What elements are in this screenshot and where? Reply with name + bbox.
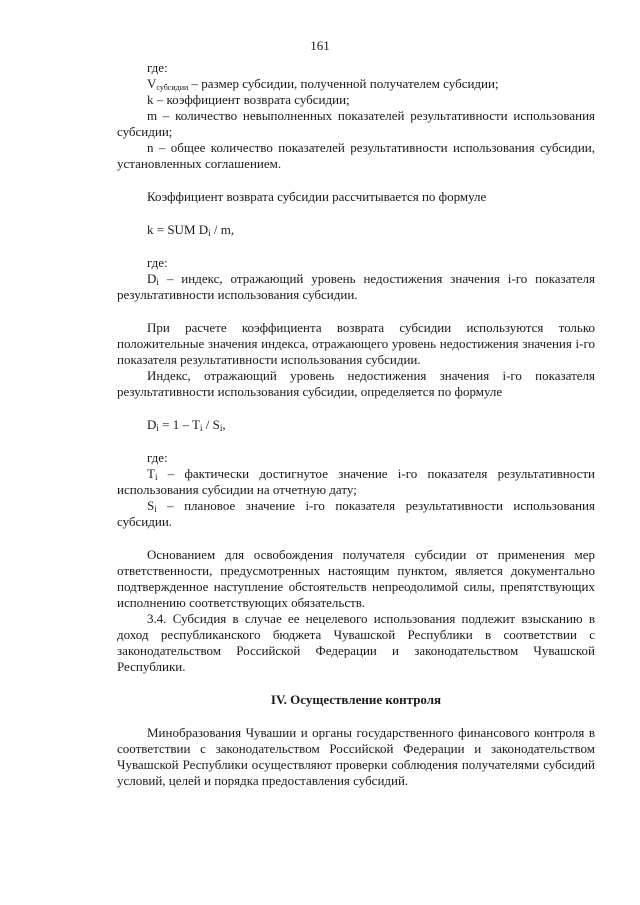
formula-d <box>117 417 595 433</box>
formula-t-subscript: i <box>199 423 203 433</box>
paragraph-index: Индекс, отражающий уровень недостижения значения i-го показателя результативности использования субсидии, определяется по формуле <box>117 368 595 399</box>
si-definition-text: – плановое значение i-го показателя результативности использования субсидии. <box>117 498 595 529</box>
definition-si <box>117 498 595 530</box>
where-label-2: где: <box>147 255 168 270</box>
formula-d-middle: = 1 – T <box>158 417 200 432</box>
si-symbol: S <box>147 498 155 513</box>
v-subscript: субсидии <box>156 83 189 92</box>
definition-m: m – количество невыполненных показателей результативности использования субсидии; <box>117 108 595 139</box>
formula-d-symbol: D <box>147 417 157 432</box>
page-content <box>117 60 595 789</box>
where-label-3: где: <box>147 450 168 465</box>
v-symbol: V <box>147 76 157 91</box>
where-label-1: где: <box>147 60 168 75</box>
paragraph-control: Минобразования Чувашии и органы государственного финансового контроля в соответствии с законодательством Российской Федерации и законодательством Чувашской Республики осуществляют проверки соблюдения получателями субсидий условий, целей и порядка предоставления субсидий. <box>117 725 595 788</box>
definition-ti <box>117 466 595 498</box>
definition-k: k – коэффициент возврата субсидии; <box>147 92 350 107</box>
formula-s-subscript: i <box>219 423 223 433</box>
di-symbol: D <box>147 271 157 286</box>
definition-n: n – общее количество показателей результативности использования субсидии, установленных соглашением. <box>117 140 595 171</box>
formula-k <box>117 222 595 238</box>
coefficient-intro: Коэффициент возврата субсидии рассчитывается по формуле <box>147 189 487 204</box>
formula-d-slash: / S <box>202 417 220 432</box>
definition-v <box>117 76 595 92</box>
si-subscript: i <box>154 504 157 514</box>
ti-definition-text: – фактически достигнутое значение i-го показателя результативности использования субсидии на отчетную дату; <box>117 466 595 497</box>
definition-di <box>117 271 595 303</box>
ti-symbol: T <box>147 466 155 481</box>
section-heading: IV. Осуществление контроля <box>270 692 442 707</box>
formula-k-subscript: i <box>208 228 211 238</box>
formula-k-right: / m, <box>210 222 235 237</box>
paragraph-calculation: При расчете коэффициента возврата субсидии используются только положительные значения индекса, отражающего уровень недостижения значения i-го показателя результативности использования субсидии. <box>117 320 595 367</box>
paragraph-basis: Основанием для освобождения получателя субсидии от применения мер ответственности, предусмотренных настоящим пунктом, является документально подтвержденное наступление обстоятельств непреодолимой силы, препятствующих исполнению соответствующих обязательств. <box>117 547 595 610</box>
paragraph-3-4: 3.4. Субсидия в случае ее нецелевого использования подлежит взысканию в доход республиканского бюджета Чувашской Республики в соответствии с законодательством Российской Федерации и законодательством Чувашской Республики. <box>117 611 595 674</box>
formula-d-subscript: i <box>156 423 159 433</box>
v-definition-text: – размер субсидии, полученной получателем субсидии; <box>188 76 499 91</box>
di-definition-text: – индекс, отражающий уровень недостижения значения i-го показателя результативности использования субсидии. <box>117 271 595 302</box>
formula-k-left: k = SUM D <box>147 222 209 237</box>
ti-subscript: i <box>154 472 158 482</box>
page-number: 161 <box>310 38 330 53</box>
di-subscript: i <box>156 277 159 287</box>
formula-d-end: , <box>222 417 226 432</box>
